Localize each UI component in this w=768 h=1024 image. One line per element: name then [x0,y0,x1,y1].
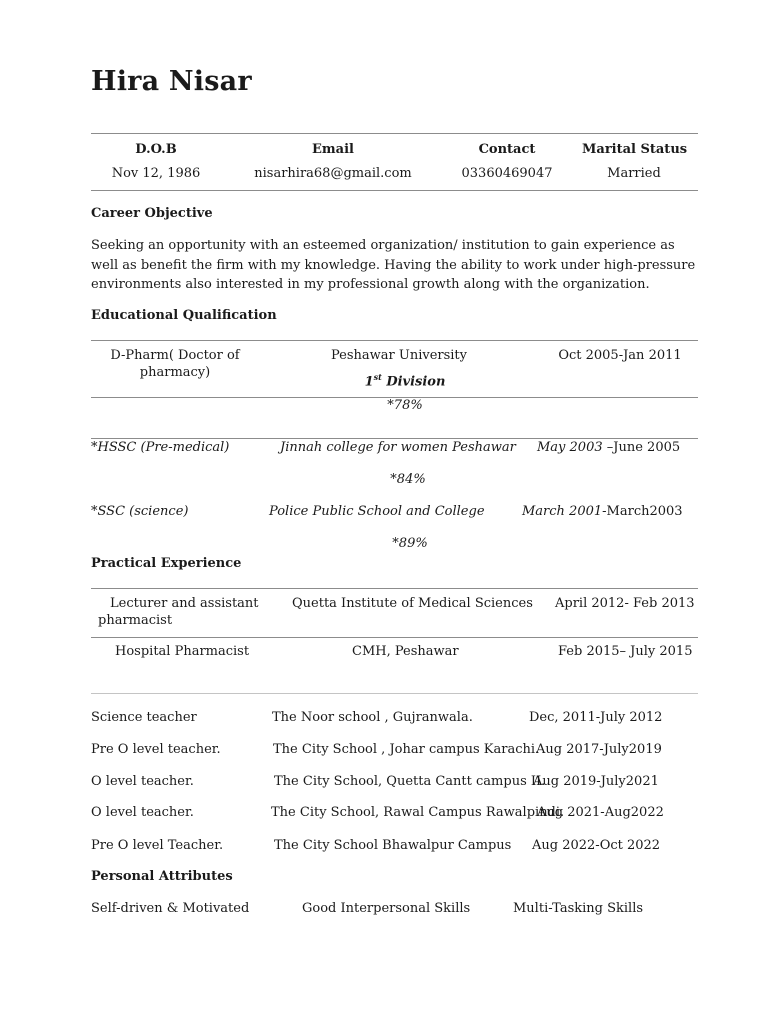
ssc-dates-end: March2003 [606,504,683,519]
candidate-name: Hira Nisar [91,66,252,97]
hssc-degree: *HSSC (Pre-medical) [91,440,230,455]
dob-header: D.O.B [135,142,177,157]
ssc-degree: *SSC (science) [91,504,189,519]
divider [91,340,698,341]
hssc-dates [537,440,680,455]
ssc-dates [522,504,683,519]
teaching-role: O level teacher. [91,774,194,789]
teaching-place: The City School, Quetta Cantt campus II. [274,774,546,789]
hssc-dates-end: June 2005 [613,440,681,455]
division-label: Division [381,374,446,390]
teaching-place: The City School, Rawal Campus Rawalpindi. [271,805,565,820]
marital-status-header: Marital Status [582,142,688,157]
practical-place: CMH, Peshawar [352,644,459,659]
dob-value: Nov 12, 1986 [111,166,201,181]
dpharm-score: *78% [387,398,423,413]
teaching-dates: Aug 2019-July2021 [533,774,659,789]
teaching-place: The City School , Johar campus Karachi. [273,742,540,757]
practical-role-cont: pharmacist [98,613,173,628]
dpharm-dates: Oct 2005-Jan 2011 [558,348,682,363]
career-objective-text: Seeking an opportunity with an esteemed organization/ institution to gain experience as well as benefit the firm with my knowledge. Having the ability to work under high-pressure environments also interested in my professional growth along with the organization. [91,238,696,292]
teaching-dates: Dec, 2011-July 2012 [529,710,663,725]
teaching-place: The City School Bhawalpur Campus [274,838,512,853]
attribute-item: Multi-Tasking Skills [513,901,644,916]
teaching-dates: Aug 2021-Aug2022 [537,805,664,820]
practical-role: Hospital Pharmacist [115,644,250,659]
dpharm-degree-line2: pharmacy) [139,365,211,380]
email-header: Email [312,142,354,157]
divider [91,133,698,134]
division-number: 1 [364,374,374,390]
divider [91,588,698,589]
teaching-role: O level teacher. [91,805,194,820]
contact-value: 03360469047 [461,166,553,181]
practical-dates: April 2012- Feb 2013 [555,596,695,611]
email-value: nisarhira68@gmail.com [254,166,412,181]
personal-attributes-heading: Personal Attributes [91,869,233,884]
teaching-dates: Aug 2022-Oct 2022 [532,838,661,853]
hssc-dates-start: May 2003 – [537,440,614,455]
divider [91,438,698,439]
attribute-item: Self-driven & Motivated [91,901,250,916]
teaching-role: Science teacher [91,710,197,725]
marital-status-value: Married [607,166,661,181]
dpharm-division [320,372,490,389]
education-heading: Educational Qualification [91,308,277,323]
hssc-institute: Jinnah college for women Peshawar [280,440,516,455]
division-suffix: st [373,372,382,382]
divider [91,190,698,191]
ssc-dates-start: March 2001- [522,504,607,519]
divider [91,693,698,694]
practical-place: Quetta Institute of Medical Sciences [292,596,533,611]
teaching-dates: Aug 2017-July2019 [536,742,662,757]
practical-dates: Feb 2015– July 2015 [558,644,693,659]
teaching-role: Pre O level Teacher. [91,838,224,853]
practical-experience-heading: Practical Experience [91,556,242,571]
career-objective-heading: Career Objective [91,206,213,221]
hssc-score: *84% [390,472,426,487]
teaching-role: Pre O level teacher. [91,742,221,757]
practical-role: Lecturer and assistant [110,596,259,611]
contact-header: Contact [478,142,536,157]
divider [91,637,698,638]
dpharm-institute: Peshawar University [330,348,467,363]
teaching-place: The Noor school , Gujranwala. [272,710,473,725]
attribute-item: Good Interpersonal Skills [302,901,471,916]
dpharm-degree-line1: D-Pharm( Doctor of [110,348,240,363]
ssc-institute: Police Public School and College [269,504,485,519]
ssc-score: *89% [392,536,428,551]
